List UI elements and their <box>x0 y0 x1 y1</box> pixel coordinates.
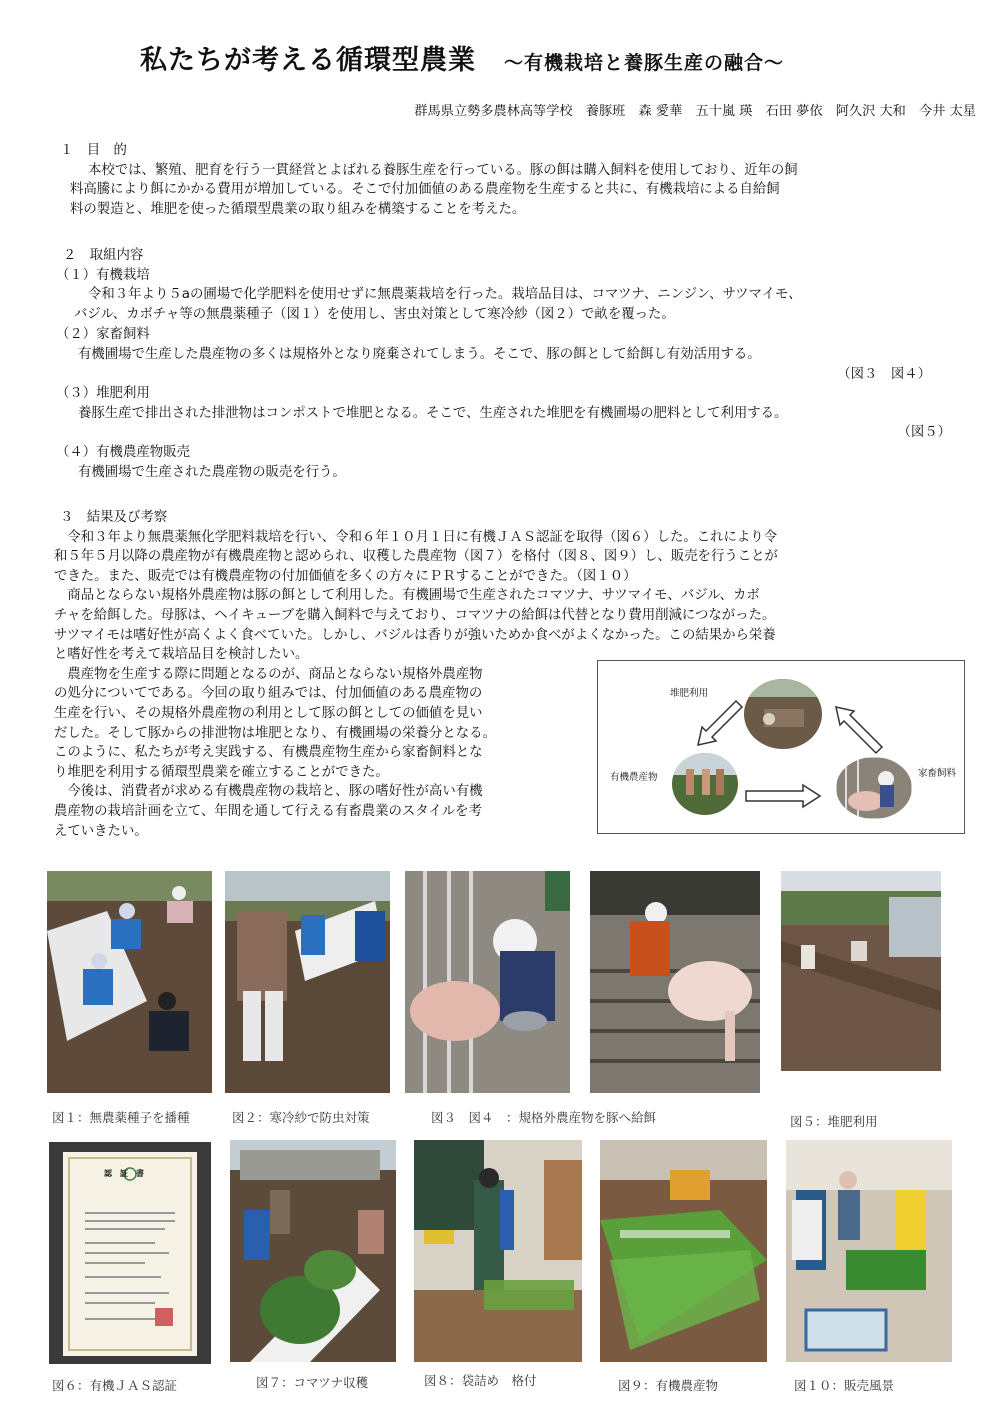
section2-item-line: 養豚生産で排出された排泄物はコンポストで堆肥となる。そこで、生産された堆肥を有機圃場の肥料として利用する。 <box>78 405 788 421</box>
section3-line: 農産物の栽培計画を立て、年間を通して行える有畜農業のスタイルを考 <box>54 803 482 819</box>
section3-line: の処分についてである。今回の取り組みでは、付加価値のある農産物の <box>54 686 483 702</box>
section2-heading: ２ 取組内容 <box>63 248 144 263</box>
section2-item-ref: （図３ 図４） <box>837 366 931 382</box>
section2-item-label: （１）有機栽培 <box>56 267 150 283</box>
page-title <box>140 38 784 77</box>
section2-item-label: （２）家畜飼料 <box>56 327 150 343</box>
section3-line: 令和３年より無農薬無化学肥料栽培を行い、令和６年１０月１日に有機ＪＡＳ認証を取得（図６）した。これにより令 <box>54 529 778 545</box>
fig10-caption: 図１０：販売風景 <box>794 1378 895 1393</box>
fig9-photo <box>600 1140 767 1362</box>
fig3-photo <box>405 871 570 1093</box>
fig1-photo <box>47 871 212 1093</box>
section3-line: 生産を行い、その規格外農産物の利用として豚の餌としての価値を見い <box>54 705 483 721</box>
certificate-title: 認 証 書 <box>104 1169 144 1178</box>
fig7-caption: 図７：コマツナ収穫 <box>256 1375 369 1390</box>
section1 <box>60 141 798 219</box>
section2-item-line: 有機圃場で生産された農産物の販売を行う。 <box>78 464 346 480</box>
section3-line: だした。そして豚からの排泄物は堆肥となり、有機圃場の栄養分となる。 <box>54 725 496 741</box>
section3-line: 今後は、消費者が求める有機農産物の栽培と、豚の嗜好性が高い有機 <box>54 784 483 800</box>
arrow-compost-to-organic <box>698 701 742 745</box>
section3-line: 農産物を生産する際に問題となるのが、商品とならない規格外農産物 <box>54 666 483 682</box>
section3-line: チャを給餌した。母豚は、ヘイキューブを購入飼料で与えており、コマツナの給餌は代替となり費用削減につながった。 <box>54 607 776 623</box>
fig5-photo <box>781 871 941 1071</box>
diagram-label-compost: 堆肥利用 <box>670 688 709 699</box>
fig34-caption: 図３ 図４ ：規格外農産物を豚へ給餌 <box>431 1110 657 1125</box>
section3-line: り堆肥を利用する循環型農業を確立することができた。 <box>54 764 389 780</box>
section2-item-ref: （図５） <box>897 425 951 441</box>
section1-heading: １ 目 的 <box>60 143 127 158</box>
fig10-photo <box>786 1140 952 1362</box>
cycle-diagram <box>597 660 965 834</box>
section1-line: 料の製造と、堆肥を使った循環型農業の取り組みを構築することを考えた。 <box>70 201 526 217</box>
section3-line: このように、私たちが考え実践する、有機農産物生産から家畜飼料とな <box>54 745 483 761</box>
title-main: 私たちが考える循環型農業 <box>140 45 476 76</box>
section3-heading: ３ 結果及び考察 <box>60 510 168 525</box>
section3-line: 商品とならない規格外農産物は豚の餌として利用した。有機圃場で生産されたコマツナ、サツマイモ、バジル、カボ <box>54 588 760 604</box>
section2 <box>56 246 955 482</box>
section2-item-label: （３）堆肥利用 <box>56 386 150 402</box>
arrow-feed-to-compost <box>836 707 882 753</box>
fig2-caption: 図２：寒冷紗で防虫対策 <box>232 1110 370 1125</box>
section3-line: サツマイモは嗜好性が高くよく食べていた。しかし、バジルは香りが強いためか食べがよくなかった。この結果から栄養 <box>54 627 776 643</box>
title-subtitle: ～有機栽培と養豚生産の融合～ <box>504 52 785 74</box>
section1-line: 料高騰により餌にかかる費用が増加している。そこで付加価値のある農産物を生産すると共に、有機栽培による自給飼 <box>70 182 780 198</box>
section2-item-line: 令和３年より５aの圃場で化学肥料を使用せずに無農薬栽培を行った。栽培品目は、コマツナ、ニンジン、サツマイモ、 <box>88 287 802 303</box>
fig8-caption: 図８：袋詰め 格付 <box>424 1373 537 1388</box>
section3-line: 和５年５月以降の農産物が有機農産物と認められ、収穫した農産物（図７）を格付（図８、図９）し、販売を行うことが <box>54 549 778 565</box>
fig6-caption: 図６：有機ＪＡＳ認証 <box>52 1378 178 1393</box>
fig7-photo <box>230 1140 396 1362</box>
section3-line: えていきたい。 <box>54 823 148 839</box>
diagram-label-organic: 有機農産物 <box>610 772 658 783</box>
section3-line: と嗜好性を考えて栽培品目を検討したい。 <box>54 647 309 663</box>
arrow-organic-to-feed <box>746 785 820 807</box>
section1-line: 本校では、繁殖、肥育を行う一貫経営とよばれる養豚生産を行っている。豚の餌は購入飼料を使用しており、近年の飼 <box>88 162 798 178</box>
section2-item-line: バジル、カボチャ等の無農薬種子（図１）を使用し、害虫対策として寒冷紗（図２）で畝を覆った。 <box>74 306 675 322</box>
fig1-caption: 図１：無農薬種子を播種 <box>52 1110 190 1125</box>
fig5-caption: 図５：堆肥利用 <box>790 1114 878 1129</box>
section2-item-label: （４）有機農産物販売 <box>56 444 190 460</box>
fig2-photo <box>225 871 390 1093</box>
fig9-caption: 図９：有機農産物 <box>618 1378 719 1393</box>
section2-item-line: 有機圃場で生産した農産物の多くは規格外となり廃棄されてしまう。そこで、豚の餌として給餌し有効活用する。 <box>78 346 761 362</box>
cycle-arrows <box>598 661 964 833</box>
fig8-photo <box>414 1140 582 1362</box>
authors-line: 群馬県立勢多農林高等学校 養豚班 森 愛華 五十嵐 瑛 石田 夢依 阿久沢 大和 今井 太星 <box>414 104 976 119</box>
fig4-photo <box>590 871 760 1093</box>
section3-line: できた。また、販売では有機農産物の付加価値を多くの方々にＰＲすることができた。（図１０） <box>54 568 637 584</box>
diagram-label-feed: 家畜飼料 <box>918 768 957 779</box>
